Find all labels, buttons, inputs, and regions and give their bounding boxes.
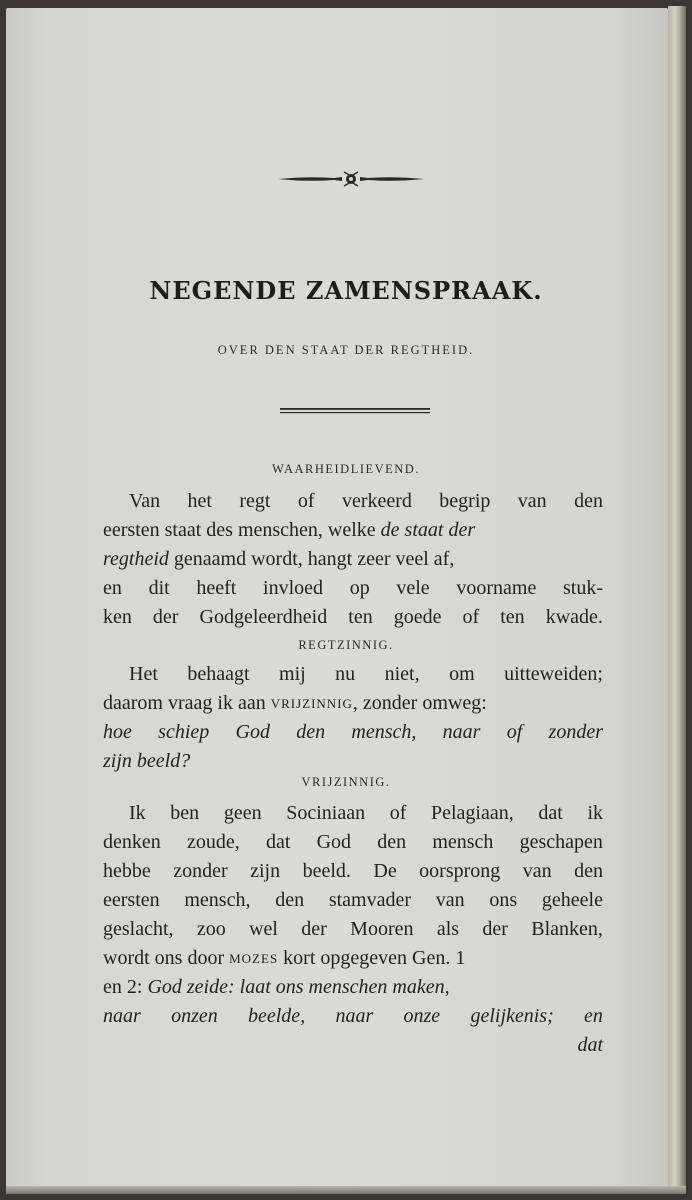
word: zoude, [186,831,240,853]
text-line [103,660,603,689]
text-line [103,915,603,944]
text-span: en 2: [103,976,148,998]
word: ken [103,606,132,628]
word: zonder [173,860,228,882]
text-line [103,886,603,915]
word: eersten [103,889,160,911]
word: geen [223,802,262,824]
word: ten [500,606,525,628]
word: wel [249,918,278,940]
word: den [377,831,407,853]
speaker-label: VRIJZINNIG. [301,775,391,789]
italic-span: de staat der [380,519,476,541]
smallcaps-span: MOZES [229,951,279,966]
text-line [103,689,603,718]
paragraph-3 [103,799,603,1060]
word: van [522,860,552,882]
word: beelde, [248,1005,306,1027]
word: of [389,802,407,824]
word: kwade. [545,606,603,628]
text-line [103,973,603,1002]
word: hoe [103,721,132,743]
word: hebbe [103,860,151,882]
word: of [462,606,480,628]
word: onzen [171,1005,218,1027]
word: De [373,860,397,882]
word: vele [396,577,430,599]
word: nu [335,663,356,685]
word: begrip [439,490,491,512]
text-line [103,574,603,603]
word: ons [489,889,518,911]
word: op [349,577,370,599]
word: Sociniaan [286,802,366,824]
word: der [301,918,327,940]
word: verkeerd [341,490,412,512]
double-rule-divider [280,406,430,416]
text-span: , zonder omweg: [352,692,487,714]
word: Pelagiaan, [431,802,514,824]
word: dat [538,802,563,824]
text-line [103,487,603,516]
text-line [103,828,603,857]
word: den [296,721,326,743]
word: dat [265,831,291,853]
word: van [517,490,547,512]
word: oorsprong [419,860,501,882]
word: zijn [250,860,281,882]
text-span: eersten staat des menschen, welke [103,519,381,541]
word: schiep [158,721,210,743]
paragraph-1 [103,487,603,632]
word: ben [170,802,200,824]
word: onze [403,1005,441,1027]
word: den [574,860,603,882]
word: mensch, [351,721,417,743]
word: mensch, [184,889,251,911]
word: uitteweiden; [504,663,603,685]
word: zonder [548,721,603,743]
word: stuk- [563,577,603,599]
word: voorname [456,577,537,599]
text-line [103,799,603,828]
word: niet, [384,663,420,685]
paragraph-2 [103,660,603,776]
text-span: genaamd wordt, hangt zeer veel af, [168,548,455,570]
word: zoo [196,918,226,940]
word: den [275,889,305,911]
text-line [103,944,603,973]
word: Van [129,490,161,512]
word: Mooren [350,918,414,940]
text-line [103,1002,603,1031]
page-edge-right [668,6,686,1192]
catchword: dat [577,1034,603,1056]
word: geschapen [519,831,603,853]
text-line [103,718,603,747]
word: en [584,1005,603,1027]
word: om [449,663,475,685]
word: als [436,918,460,940]
word: beeld. [302,860,351,882]
word: mij [279,663,306,685]
italic-span: God zeide: laat ons menschen maken, [147,976,450,998]
word: denken [103,831,161,853]
page-edge-bottom [6,1186,686,1194]
word: ik [587,802,603,824]
word: Godgeleerdheid [199,606,328,628]
word: naar [335,1005,374,1027]
word: heeft [196,577,237,599]
word: mensch [432,831,494,853]
word: stamvader [328,889,412,911]
text-line: zijn beeld? [103,750,191,772]
word: geheele [541,889,603,911]
smallcaps-span: VRIJZINNIG [270,696,353,711]
word: naar [442,721,481,743]
word: den [574,490,603,512]
word: ten [348,606,373,628]
word: behaagt [187,663,250,685]
word: Ik [129,802,146,824]
word: invloed [263,577,324,599]
speaker-label: WAARHEIDLIEVEND. [272,462,420,476]
word: God [235,721,270,743]
word: dit [148,577,170,599]
word: of [506,721,523,743]
word: het [187,490,212,512]
word: geslacht, [103,918,174,940]
word: en [103,577,122,599]
text-span: daarom vraag ik aan [103,692,271,714]
word: der [152,606,179,628]
chapter-subtitle: OVER DEN STAAT DER REGTHEID. [217,343,475,357]
chapter-title: NEGENDE ZAMENSPRAAK. [149,276,543,305]
word: van [435,889,465,911]
word: goede [393,606,442,628]
word: gelijkenis; [470,1005,554,1027]
word: of [297,490,315,512]
word: Blanken, [531,918,603,940]
text-line [103,516,603,545]
speaker-label: REGTZINNIG. [298,638,394,652]
text-line [103,603,603,632]
word: regt [239,490,271,512]
text-span: kort opgegeven Gen. 1 [278,947,466,969]
word: Het [129,663,158,685]
text-span: wordt ons door [103,947,230,969]
text-line [103,857,603,886]
ornament-divider-icon [276,168,426,190]
word: naar [103,1005,141,1027]
italic-span: regtheid [103,548,169,570]
word: God [316,831,352,853]
text-line [103,545,603,574]
word: der [482,918,508,940]
